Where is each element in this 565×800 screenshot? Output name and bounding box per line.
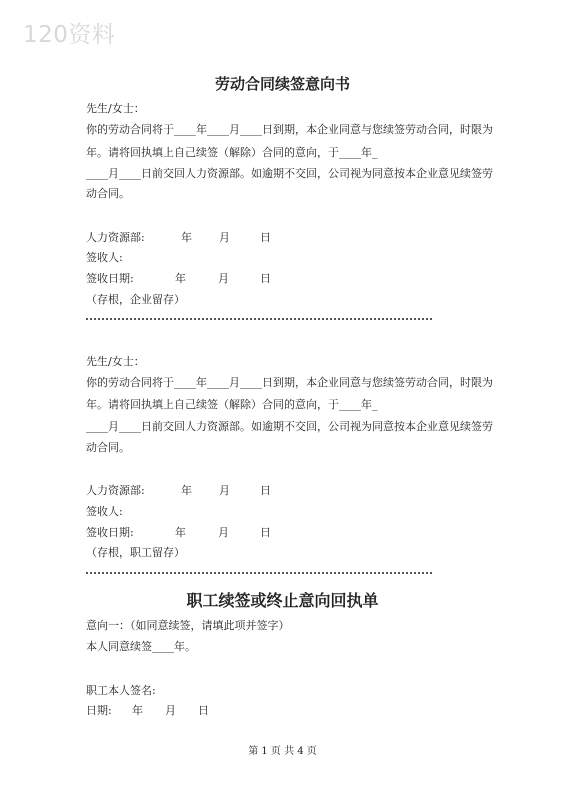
cut-line	[86, 318, 432, 320]
receipt-title: 职工续签或终止意向回执单	[186, 591, 379, 610]
hr-label: 人力资源部:	[86, 484, 145, 497]
day-label: 日	[260, 231, 271, 244]
day-label: 日	[260, 526, 271, 539]
body-line: 年。请将回执填上自己续签（解除）合同的意向，于____年_	[86, 398, 378, 411]
year-label: 年	[175, 272, 186, 285]
signer-label: 签收人:	[86, 505, 123, 518]
document-title: 劳动合同续签意向书	[214, 75, 350, 93]
month-label: 月	[219, 231, 230, 244]
body-line: ____月____日前交回人力资源部。如逾期不交回，公司视为同意按本企业意见续签劳	[86, 167, 493, 180]
page-number: 第 1 页 共 4 页	[248, 746, 317, 757]
hr-label: 人力资源部:	[86, 231, 145, 244]
date-label: 日期:	[86, 704, 112, 717]
day-label: 日	[260, 272, 271, 285]
greeting: 先生/女士：	[86, 355, 145, 368]
body-line: 你的劳动合同将于____年____月____日到期，本企业同意与您续签劳动合同，时限为	[86, 123, 493, 136]
watermark: 120资料	[23, 22, 116, 48]
stub-note: （存根，企业留存）	[86, 293, 185, 306]
year-label: 年	[175, 526, 186, 539]
body-line: 年。请将回执填上自己续签（解除）合同的意向，于____年_	[86, 146, 378, 159]
month-label: 月	[165, 704, 176, 717]
body-line: 动合同。	[86, 441, 130, 454]
body-line: ____月____日前交回人力资源部。如逾期不交回，公司视为同意按本企业意见续签劳	[86, 420, 493, 433]
employee-sign-label: 职工本人签名:	[86, 684, 156, 697]
signer-label: 签收人:	[86, 251, 123, 264]
body-line: 你的劳动合同将于____年____月____日到期，本企业同意与您续签劳动合同，时限为	[86, 376, 493, 389]
body-line: 动合同。	[86, 187, 130, 200]
greeting: 先生/女士：	[86, 102, 145, 115]
year-label: 年	[132, 704, 143, 717]
day-label: 日	[260, 484, 271, 497]
year-label: 年	[181, 484, 192, 497]
day-label: 日	[198, 704, 209, 717]
agree-renewal-line: 本人同意续签____年。	[86, 640, 196, 653]
sign-date-label: 签收日期:	[86, 526, 134, 539]
year-label: 年	[181, 231, 192, 244]
stub-note: （存根，职工留存）	[86, 546, 185, 559]
cut-line	[86, 572, 432, 574]
month-label: 月	[218, 526, 229, 539]
sign-date-label: 签收日期:	[86, 272, 134, 285]
month-label: 月	[219, 484, 230, 497]
option-one-text: 意向一：（如同意续签，请填此项并签字）	[86, 619, 290, 632]
month-label: 月	[218, 272, 229, 285]
